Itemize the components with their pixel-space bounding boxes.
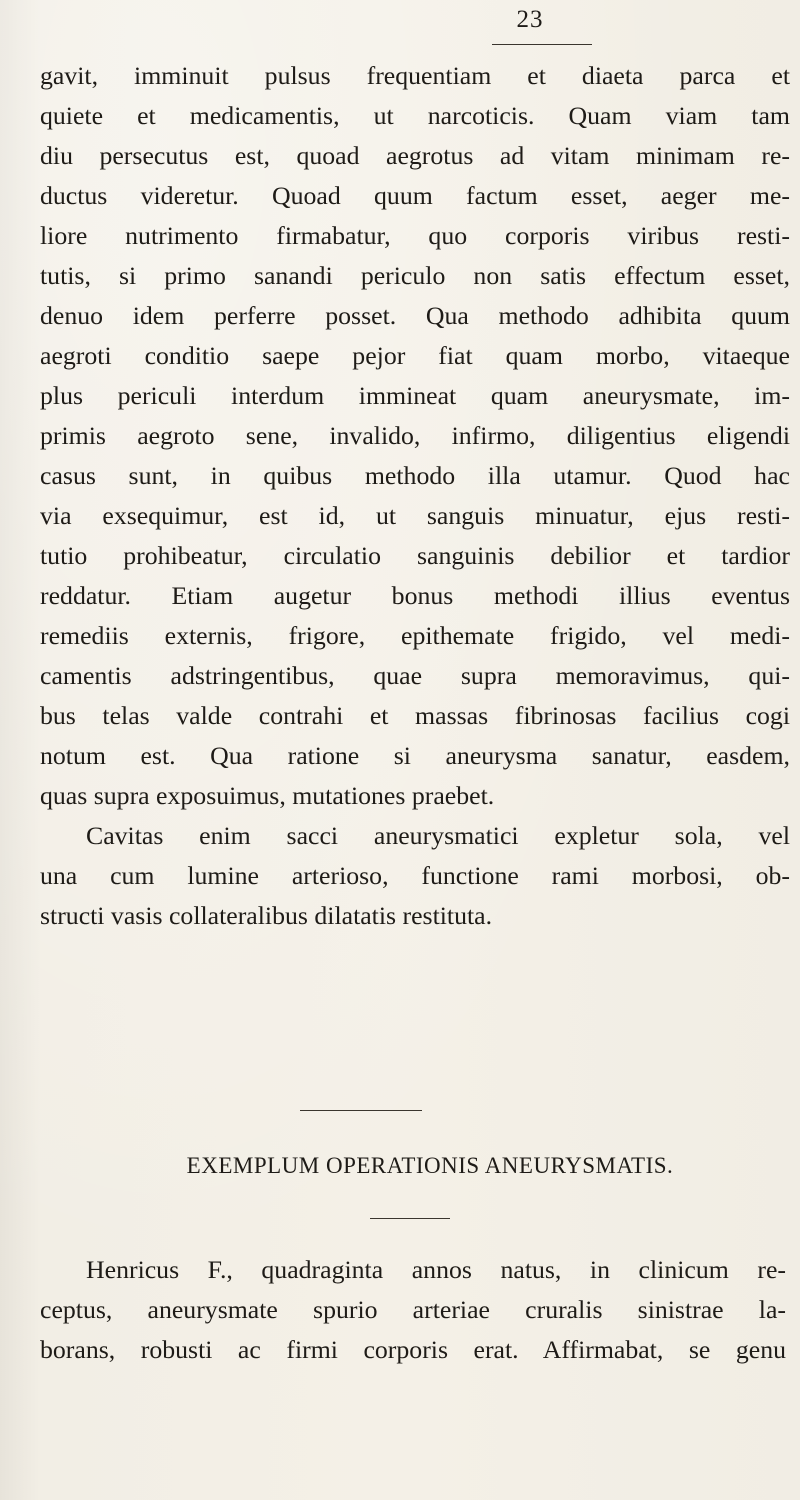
text-line: quiete et medicamentis, ut narcoticis. Quam viam tam <box>40 101 790 130</box>
text-line: camentis adstringentibus, quae supra memoravimus, qui- <box>40 661 790 690</box>
body-text <box>40 56 790 936</box>
text-line: casus sunt, in quibus methodo illa utamur. Quod hac <box>40 461 790 490</box>
text-line: plus periculi interdum immineat quam aneurysmate, im- <box>40 381 790 410</box>
paragraph-2 <box>40 816 790 936</box>
text-line: gavit, imminuit pulsus frequentiam et diaeta parca et <box>40 61 790 90</box>
section-divider <box>300 1110 422 1111</box>
text-line: tutis, si primo sanandi periculo non satis effectum esset, <box>40 261 790 290</box>
text-line: bus telas valde contrahi et massas fibrinosas facilius cogi <box>40 701 790 730</box>
text-line: reddatur. Etiam augetur bonus methodi illius eventus <box>40 581 790 610</box>
text-line: ceptus, aneurysmate spurio arteriae cruralis sinistrae la- <box>40 1295 786 1324</box>
text-line: ductus videretur. Quoad quum factum esset, aeger me- <box>40 181 790 210</box>
text-line: liore nutrimento firmabatur, quo corporis viribus resti- <box>40 221 790 250</box>
text-line: aegroti conditio saepe pejor fiat quam morbo, vitaeque <box>40 341 790 370</box>
page-number: 23 <box>516 6 544 33</box>
paragraph-1 <box>40 56 790 816</box>
text-line: primis aegroto sene, invalido, infirmo, diligentius eligendi <box>40 421 790 450</box>
page-number-rule <box>492 44 592 45</box>
heading-divider <box>370 1218 450 1219</box>
text-line: tutio prohibeatur, circulatio sanguinis debilior et tardior <box>40 541 790 570</box>
text-line: diu persecutus est, quoad aegrotus ad vitam minimam re- <box>40 141 790 170</box>
section-heading: EXEMPLUM OPERATIONIS ANEURYSMATIS. <box>186 1153 674 1178</box>
text-line: denuo idem perferre posset. Qua methodo adhibita quum <box>40 301 790 330</box>
text-line: Cavitas enim sacci aneurysmatici expletur sola, vel <box>86 821 790 850</box>
text-line: una cum lumine arterioso, functione rami morbosi, ob- <box>40 861 790 890</box>
text-line: borans, robusti ac firmi corporis erat. Affirmabat, se genu <box>40 1335 786 1364</box>
text-line: notum est. Qua ratione si aneurysma sanatur, easdem, <box>40 741 790 770</box>
text-line: structi vasis collateralibus dilatatis restituta. <box>40 901 493 930</box>
text-line: quas supra exposuimus, mutationes praebet. <box>40 781 495 810</box>
text-line: Henricus F., quadraginta annos natus, in clinicum re- <box>86 1255 786 1284</box>
text-line: via exsequimur, est id, ut sanguis minuatur, ejus resti- <box>40 501 790 530</box>
text-line: remediis externis, frigore, epithemate frigido, vel medi- <box>40 621 790 650</box>
paragraph-3 <box>40 1250 786 1370</box>
